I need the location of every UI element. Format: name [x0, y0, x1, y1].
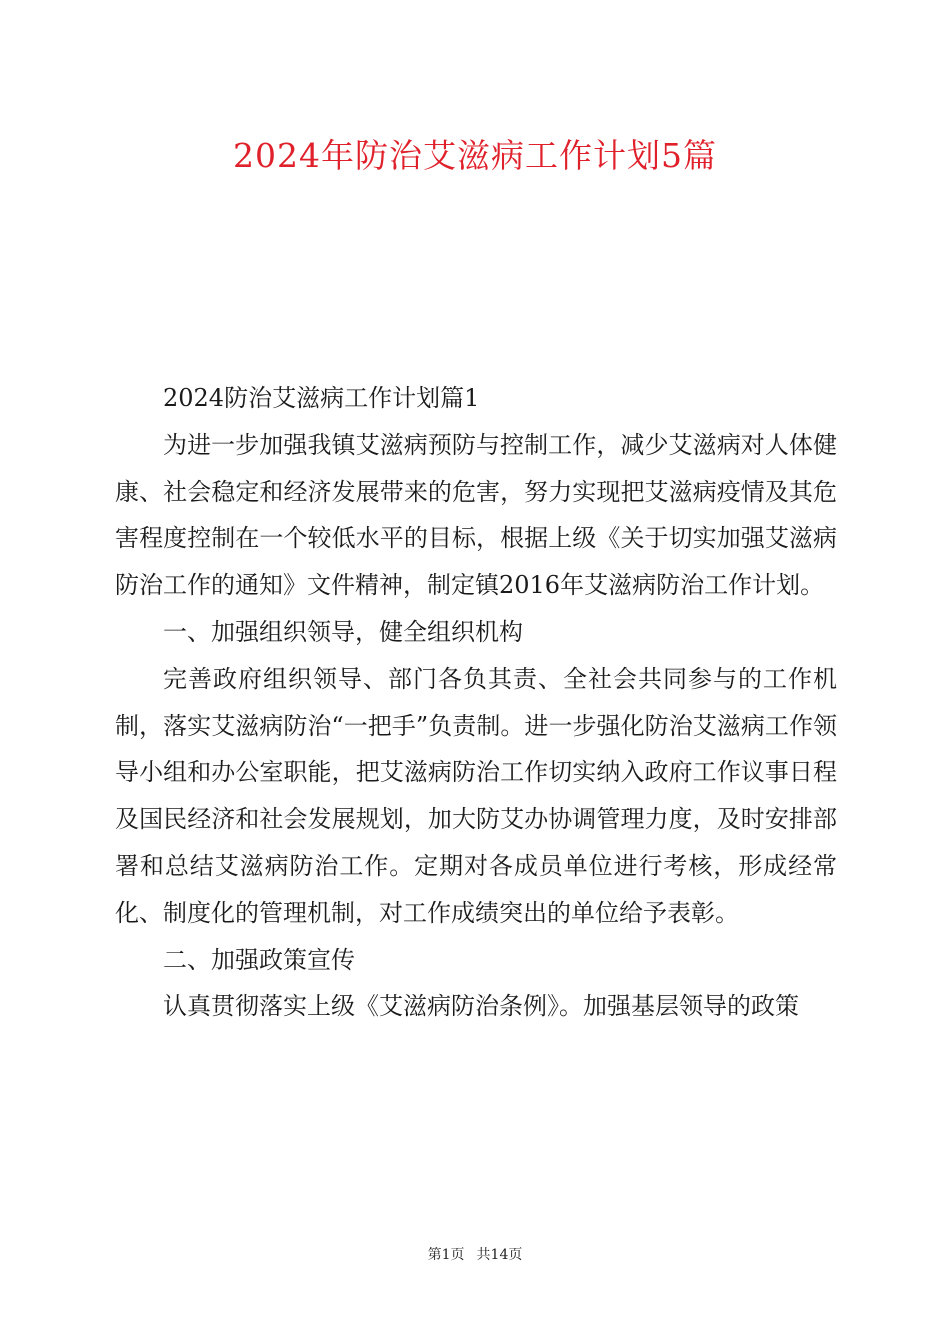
section-heading: 二、加强政策宣传 — [163, 945, 355, 974]
body-paragraph: 完善政府组织领导、部门各负其责、全社会共同参与的工作机制，落实艾滋病防治“一把手”负责制。进一步强化防治艾滋病工作领导小组和办公室职能，把艾滋病防治工作切实纳入政府工作议事日程及国民经济和社会发展规划，加大防艾办协调管理力度，及时安排部署和总结艾滋病防治工作。定期对各成员单位进行考核，形成经常化、制度化的管理机制，对工作成绩突出的单位给予表彰。 — [115, 664, 837, 927]
body-paragraph: 认真贯彻落实上级《艾滋病防治条例》。加强基层领导的政策 — [163, 992, 799, 1021]
document-title: 2024年防治艾滋病工作计划5篇 — [233, 136, 717, 175]
page-number-total: 共14页 — [476, 1247, 523, 1263]
section-heading: 一、加强组织领导，健全组织机构 — [163, 617, 523, 646]
page-footer — [0, 1245, 950, 1265]
section-heading: 2024防治艾滋病工作计划篇1 — [163, 384, 480, 412]
body-paragraph: 为进一步加强我镇艾滋病预防与控制工作，减少艾滋病对人体健康、社会稳定和经济发展带来的危害，努力实现把艾滋病疫情及其危害程度控制在一个较低水平的目标，根据上级《关于切实加强艾滋病防治工作的通知》文件精神，制定镇2016年艾滋病防治工作计划。 — [115, 430, 837, 600]
page-number-current: 第1页 — [427, 1247, 465, 1263]
document-body — [115, 375, 837, 1030]
